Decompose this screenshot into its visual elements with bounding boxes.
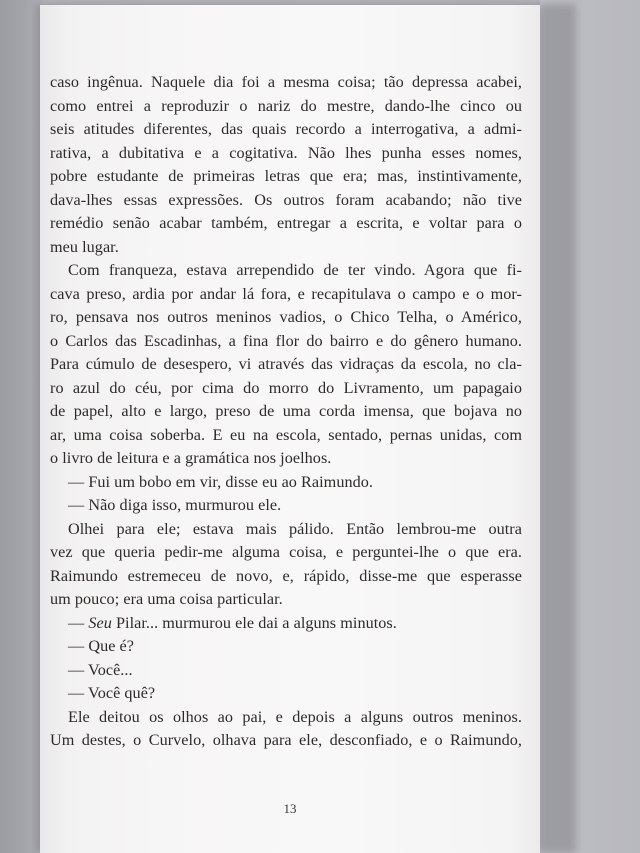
body-text [50,71,522,753]
text-line: pobre estudante de primeiras letras que era; mas, instintivamente, [50,167,522,185]
text-line: ar, uma coisa soberba. E eu na escola, sentado, pernas unidas, com [50,425,522,444]
dialog-line [50,612,522,636]
text-line: de papel, alto e largo, preso de uma corda imensa, que bojava no [50,402,522,420]
text-line: dava-lhes essas expressões. Os outros foram acabando; não tive [50,190,522,209]
text-line: ro, pensava nos outros meninos vadios, o Chico Telha, o Américo, [50,308,522,326]
text-line: seis atitudes diferentes, das quais recordo a interrogativa, a admi- [50,120,522,138]
dialog-line: — Fui um bobo em vir, disse eu ao Raimundo. [68,472,373,491]
text-line: Ele deitou os olhos ao pai, e depois a alguns outros meninos. [68,707,522,726]
text-line: o livro de leitura e a gramática nos joelhos. [50,449,332,467]
dialog-dash: — [68,613,89,632]
text-line: remédio senão acabar também, entregar a escrita, e voltar para o [50,214,522,232]
dialog-line: — Você quê? [68,684,156,702]
text-line: o Carlos das Escadinhas, a fina flor do bairro e do gênero humano. [50,331,522,350]
text-line: um pouco; era uma coisa particular. [50,590,283,608]
text-line: Olhei para ele; estava mais pálido. Então lembrou-me outra [68,519,522,538]
text-line: Para cúmulo de desespero, vi através das vidraças da escola, no cla- [50,355,522,373]
text-line: Raimundo estremeceu de novo, e, rápido, disse-me que esperasse [50,566,522,585]
dialog-rest: Pilar... murmurou ele dai a alguns minutos. [111,613,397,632]
text-line: meu lugar. [50,237,119,256]
book-page [40,5,540,853]
page-number: 13 [283,801,297,816]
text-line: vez que queria pedir-me alguma coisa, e perguntei-lhe o que era. [50,543,522,561]
dialog-line: — Não diga isso, murmurou ele. [68,496,282,514]
text-line: rativa, a dubitativa e a cogitativa. Não lhes punha esses nomes, [50,143,522,162]
dialog-line: — Que é? [68,637,135,655]
text-line: caso ingênua. Naquele dia foi a mesma coisa; tão depressa acabei, [50,73,522,91]
dialog-line: — Você... [68,660,133,679]
text-line: Um destes, o Curvelo, olhava para ele, desconfiado, e o Raimundo, [50,731,522,749]
text-line: como entrei a reproduzir o nariz do mestre, dando-lhe cinco ou [50,96,522,115]
italic-word: Seu [88,613,112,632]
text-line: cava preso, ardia por andar lá fora, e recapitulava o campo e o mor- [50,284,522,303]
text-line: Com franqueza, estava arrependido de ter vindo. Agora que fi- [68,261,522,279]
text-line: ro azul do céu, por cima do morro do Livramento, um papagaio [50,378,522,397]
